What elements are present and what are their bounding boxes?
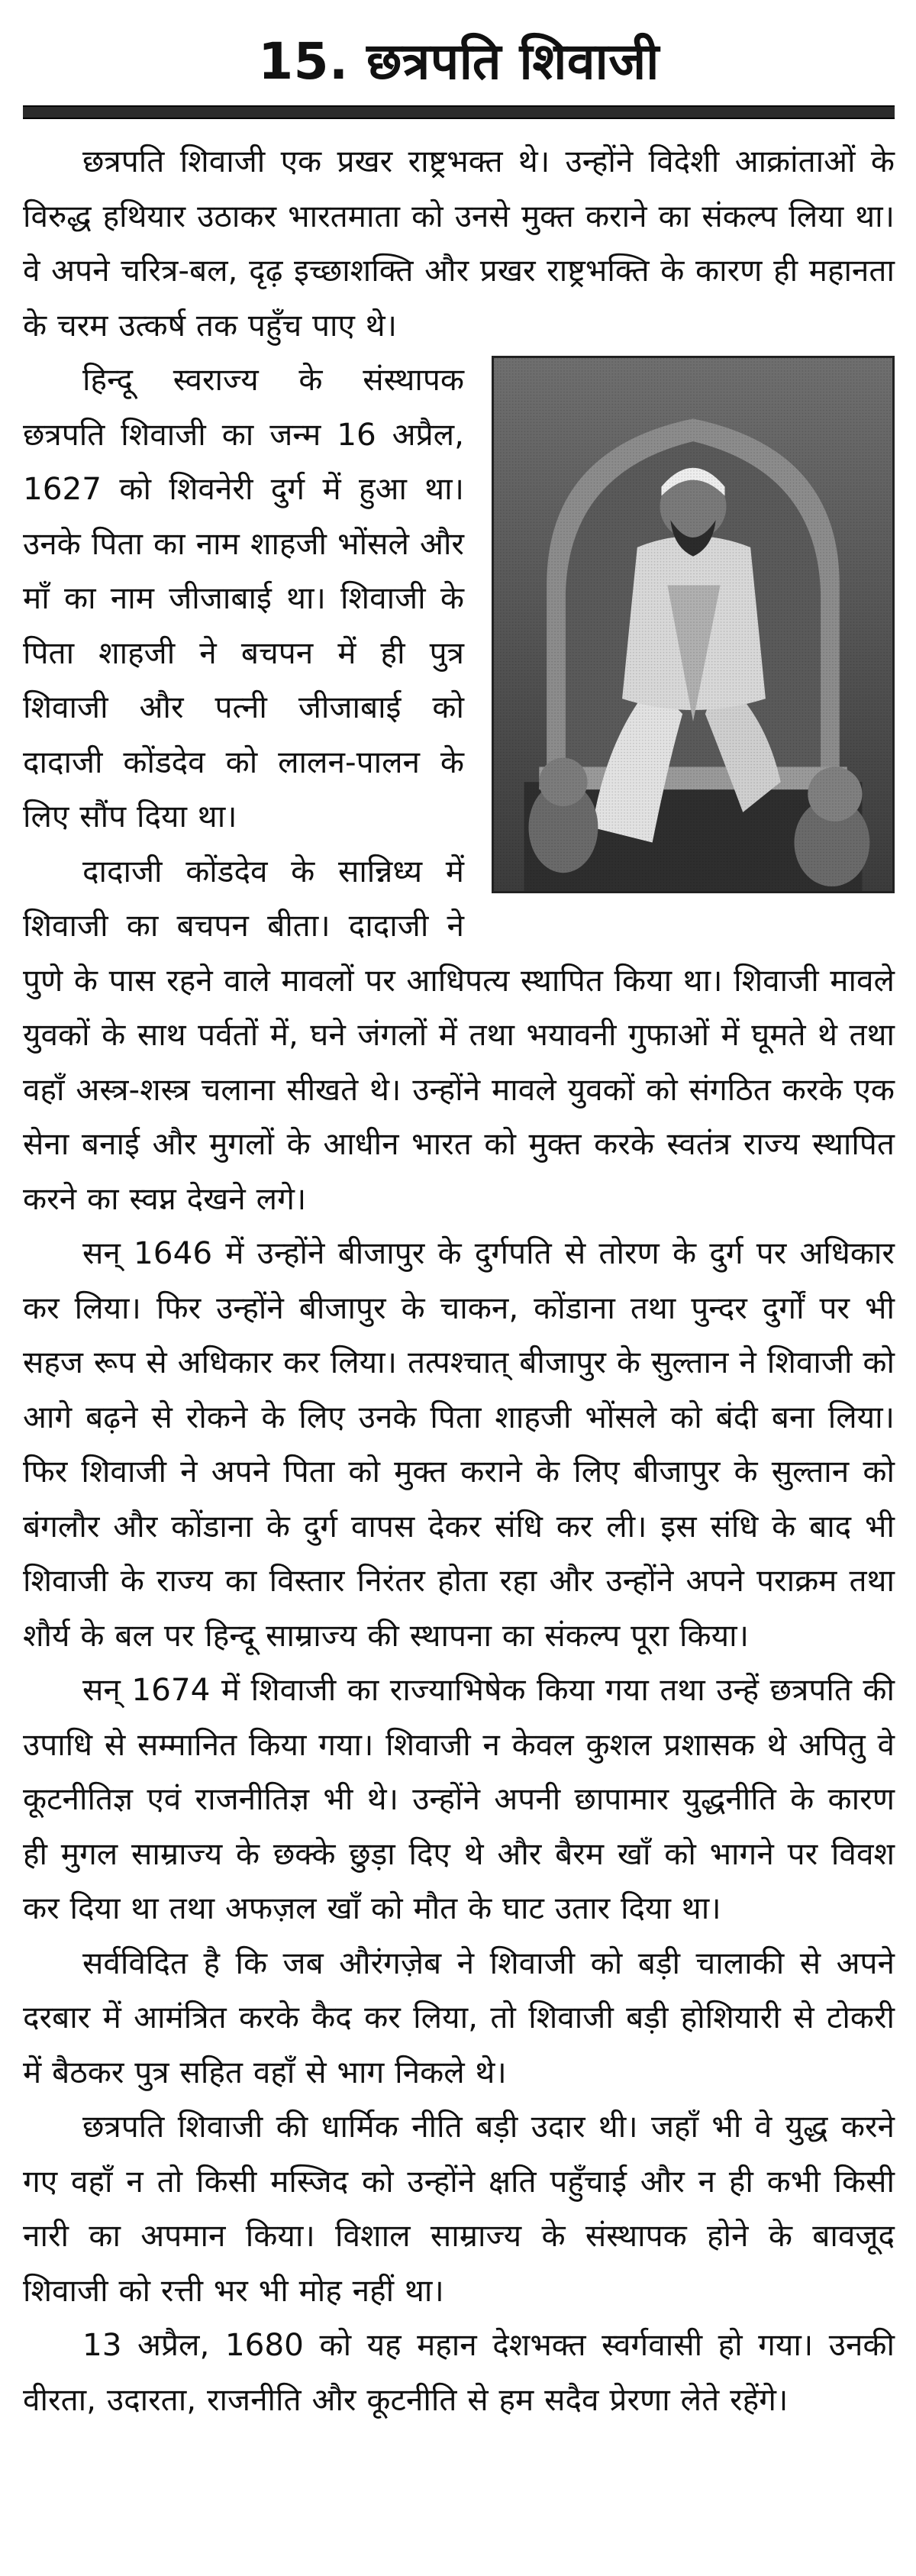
paragraph-4: सन् 1646 में उन्होंने बीजापुर के दुर्गपति से तोरण के दुर्ग पर अधिकार कर लिया। फिर उन्होंने बीजापुर के चाकन, कोंडाना तथा पुन्दर दुर्गों पर भी सहज रूप से अधिकार कर लिया। तत्पश्चात् बीजापुर के सुल्तान ने शिवाजी को आगे बढ़ने से रोकने के लिए उनके पिता शाहजी भोंसले को बंदी बना लिया। फिर शिवाजी ने अपने पिता को मुक्त कराने के लिए बीजापुर के सुल्तान को बंगलौर और कोंडाना के दुर्ग वापस देकर संधि कर ली। इस संधि के बाद भी शिवाजी के राज्य का विस्तार निरंतर होता रहा और उन्होंने अपने पराक्रम तथा शौर्य के बल पर हिन्दू साम्राज्य की स्थापना का संकल्प पूरा किया।: [23, 1235, 895, 1654]
title-underline: [23, 105, 895, 119]
shivaji-portrait-image: [492, 356, 895, 893]
page-title: 15. छत्रपति शिवाजी: [258, 32, 660, 91]
paragraph-3: दादाजी कोंडदेव के सान्निध्य में शिवाजी का बचपन बीता। दादाजी ने पुणे के पास रहने वाले मावलों पर आधिपत्य स्थापित किया था। शिवाजी मावले युवकों के साथ पर्वतों में, घने जंगलों में तथा भयावनी गुफाओं में घूमते थे तथा वहाँ अस्त्र-शस्त्र चलाना सीखते थे। उन्होंने मावले युवकों को संगठित करके एक सेना बनाई और मुगलों के आधीन भारत को मुक्त करके स्वतंत्र राज्य स्थापित करने का स्वप्न देखने लगे।: [23, 852, 895, 1217]
paragraph-1: छत्रपति शिवाजी एक प्रखर राष्ट्रभक्त थे। उन्होंने विदेशी आक्रांताओं के विरुद्ध हथियार उठाकर भारतमाता को उनसे मुक्त कराने का संकल्प लिया था। वे अपने चरित्र-बल, दृढ़ इच्छाशक्ति और प्रखर राष्ट्रभक्ति के कारण ही महानता के चरम उत्कर्ष तक पहुँच पाए थे।: [23, 143, 895, 344]
paragraph-6: सर्वविदित है कि जब औरंगज़ेब ने शिवाजी को बड़ी चालाकी से अपने दरबार में आमंत्रित करके कैद कर लिया, तो शिवाजी बड़ी होशियारी से टोकरी में बैठकर पुत्र सहित वहाँ से भाग निकले थे।: [23, 1944, 895, 2090]
paragraph-8: 13 अप्रैल, 1680 को यह महान देशभक्त स्वर्गवासी हो गया। उनकी वीरता, उदारता, राजनीति और कूटनीति से हम सदैव प्रेरणा लेते रहेंगे।: [23, 2326, 895, 2418]
paragraph-7: छत्रपति शिवाजी की धार्मिक नीति बड़ी उदार थी। जहाँ भी वे युद्ध करने गए वहाँ न तो किसी मस्जिद को उन्होंने क्षति पहुँचाई और न ही कभी किसी नारी का अपमान किया। विशाल साम्राज्य के संस्थापक होने के बावजूद शिवाजी को रत्ती भर भी मोह नहीं था।: [23, 2108, 895, 2309]
paragraph-2: हिन्दू स्वराज्य के संस्थापक छत्रपति शिवाजी का जन्म 16 अप्रैल, 1627 को शिवनेरी दुर्ग में हुआ था। उनके पिता का नाम शाहजी भोंसले और माँ का नाम जीजाबाई था। शिवाजी के पिता शाहजी ने बचपन में ही पुत्र शिवाजी और पत्नी जीजाबाई को दादाजी कोंडदेव को लालन-पालन के लिए सौंप दिया था।: [23, 353, 895, 844]
paragraph-5: सन् 1674 में शिवाजी का राज्याभिषेक किया गया तथा उन्हें छत्रपति की उपाधि से सम्मानित किया गया। शिवाजी न केवल कुशल प्रशासक थे अपितु वे कूटनीतिज्ञ एवं राजनीतिज्ञ भी थे। उन्होंने अपनी छापामार युद्धनीति के कारण ही मुगल साम्राज्य के छक्के छुड़ा दिए थे और बैरम खाँ को भागने पर विवश कर दिया था तथा अफज़ल खाँ को मौत के घाट उतार दिया था।: [23, 1671, 895, 1926]
essay-body: [23, 134, 895, 2427]
